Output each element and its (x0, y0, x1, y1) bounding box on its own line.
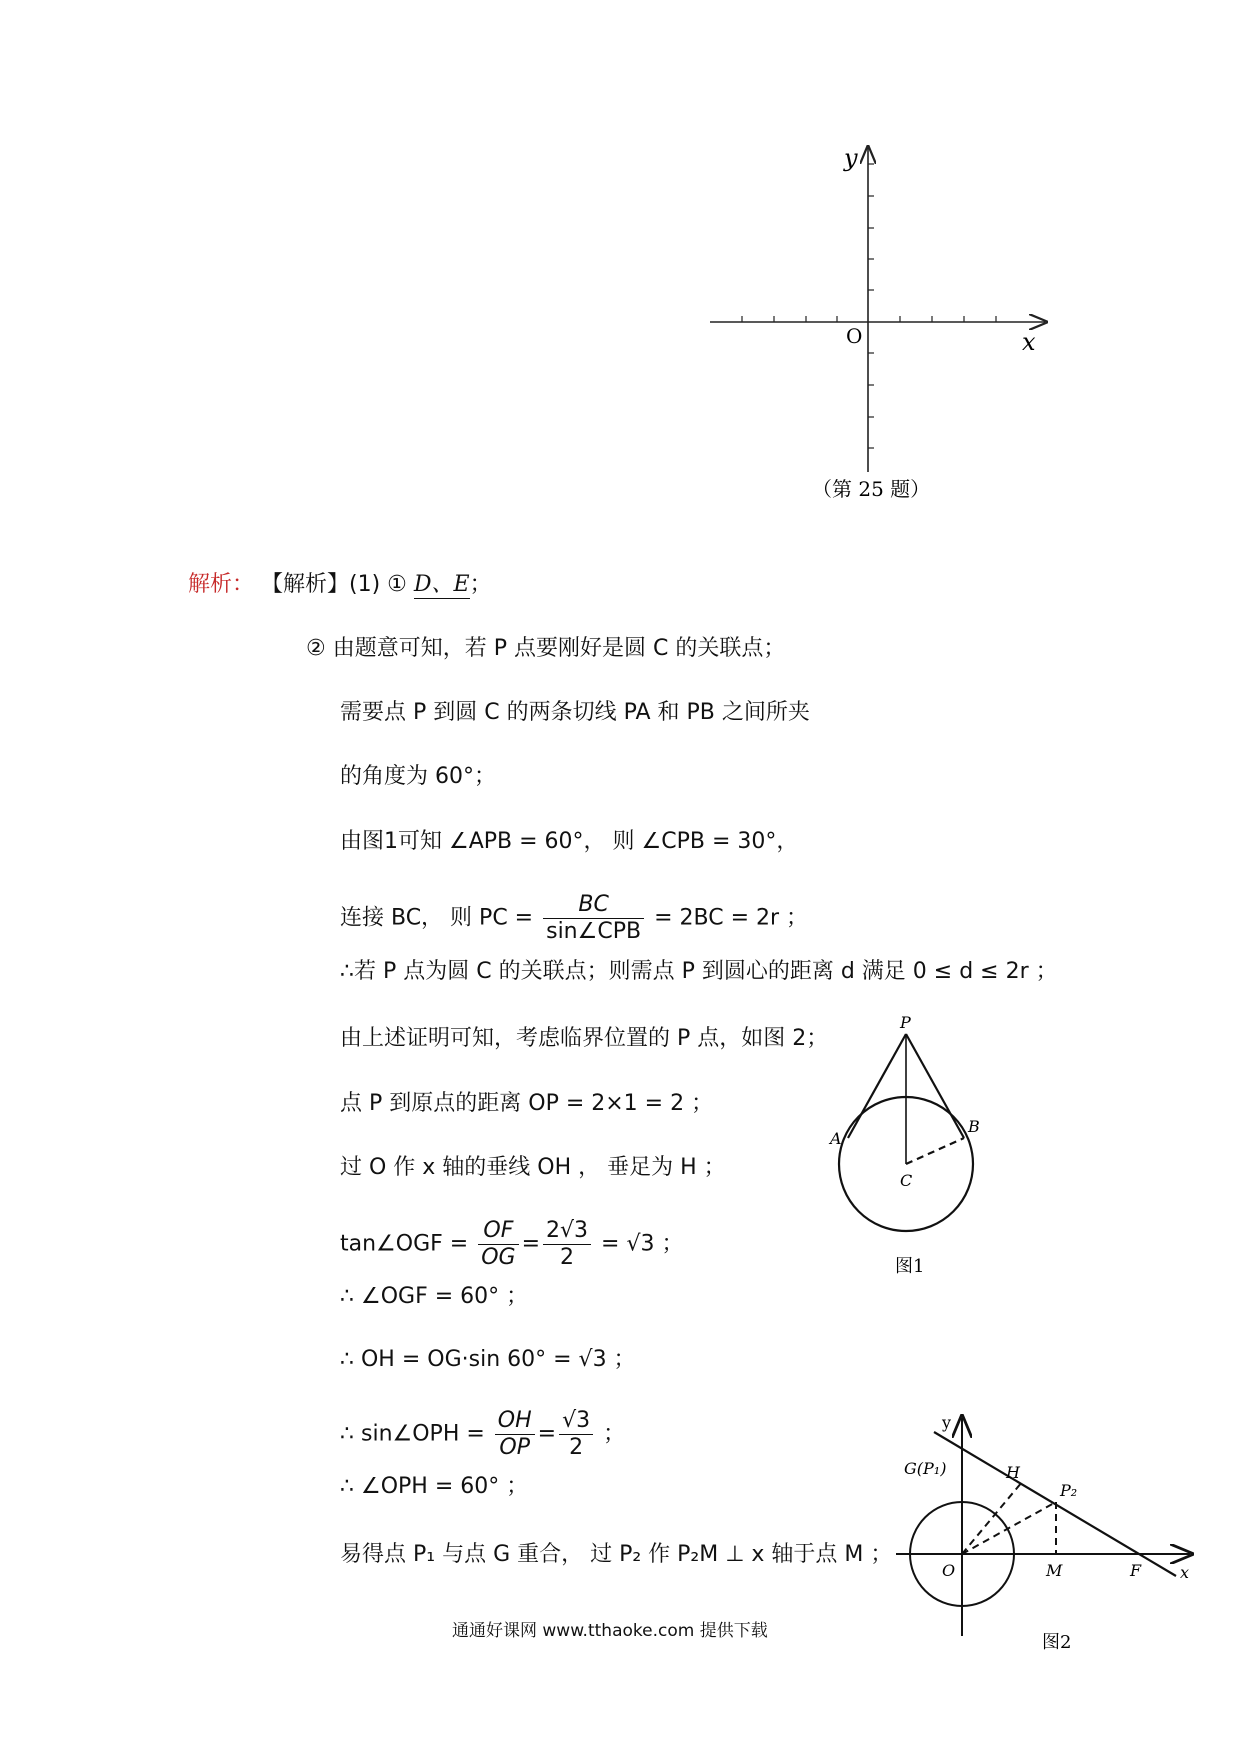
fraction-tan-2 (543, 1218, 591, 1271)
label-b: B (968, 1117, 980, 1136)
y-axis-label: y (844, 144, 858, 172)
solution-line-6: ∴若 P 点为圆 C 的关联点；则需点 P 到圆心的距离 d 满足 0 ≤ d ≤ 2r ； (340, 959, 1058, 984)
tangent-pb (906, 1034, 964, 1138)
solution-line-13: ∴ sin∠OPH = $\frac{OH}{OP}$ = $\frac{√3}{2}$ ； (340, 1408, 626, 1460)
label-a: A (830, 1129, 842, 1148)
fig2-label-g: G(P₁) (904, 1459, 947, 1478)
solution-tag: 解析： (188, 572, 255, 597)
figure-2 (890, 1410, 1210, 1655)
fig2-label-h: H (1006, 1463, 1020, 1482)
solution-line-4: 由图1可知 ∠APB = 60°， 则 ∠CPB = 30°， (340, 829, 799, 854)
answer-end: ； (469, 572, 492, 597)
sin-tail: ； (603, 1421, 626, 1447)
tan-tail: = √3 ； (601, 1231, 684, 1257)
segment-cb (906, 1138, 964, 1164)
fraction-sin-1-num: OH (495, 1408, 535, 1435)
solution-line-1: ② 由题意可知，若 P 点要刚好是圆 C 的关联点； (306, 636, 786, 661)
fraction-tan-1 (478, 1218, 518, 1271)
coordinate-axes-figure (700, 140, 1060, 510)
fraction-sin-2 (559, 1408, 593, 1461)
fraction-pc-den: sin∠CPB (546, 919, 642, 944)
fraction-tan-1-num: OF (478, 1218, 518, 1245)
figure-caption: （第 25 题） (812, 477, 931, 501)
x-axis-label: x (1022, 328, 1036, 356)
fig2-label-p2: P₂ (1060, 1481, 1078, 1500)
solution-header (188, 570, 492, 600)
fraction-sin-2-num: √3 (559, 1408, 593, 1435)
label-p: P (900, 1013, 911, 1032)
fraction-tan-2-num: 2√3 (543, 1218, 591, 1245)
solution-line-14: ∴ ∠OPH = 60° ； (340, 1474, 529, 1499)
fraction-pc (543, 892, 644, 945)
figure-1 (820, 1010, 1000, 1280)
page-footer: 通通好课网 www.tthaoke.com 提供下载 (452, 1621, 768, 1641)
solution-line-9: 过 O 作 x 轴的垂线 OH ， 垂足为 H ； (340, 1155, 726, 1180)
fraction-pc-num: BC (543, 892, 644, 919)
fig2-label-o: O (942, 1561, 956, 1580)
fig2-label-m: M (1046, 1561, 1063, 1580)
label-c: C (900, 1171, 913, 1190)
fig2-label-y: y (942, 1413, 952, 1432)
fraction-tan-1-den: OG (481, 1245, 516, 1270)
solution-line-3: 的角度为 60°； (340, 764, 496, 789)
solution-line-7: 由上述证明可知，考虑临界位置的 P 点，如图 2； (340, 1026, 829, 1051)
figure-1-caption: 图1 (895, 1256, 925, 1277)
answer-value: D、E (413, 572, 470, 597)
solution-line-5 (340, 892, 808, 945)
tan-lead: tan∠OGF = (340, 1231, 469, 1257)
fig2-label-x: x (1180, 1563, 1190, 1582)
pc-lead: 连接 BC， 则 PC = (340, 905, 534, 931)
solution-line-10: tan∠OGF = $\frac{OF}{OG}$ = $\frac{2√3}{2}$ = √3 ； (340, 1218, 684, 1270)
fraction-sin-2-den: 2 (569, 1435, 584, 1460)
fraction-tan-2-den: 2 (560, 1245, 575, 1270)
sin-lead: ∴ sin∠OPH = (340, 1421, 485, 1447)
origin-label: O (846, 324, 863, 348)
solution-line-2: 需要点 P 到圆 C 的两条切线 PA 和 PB 之间所夹 (340, 700, 810, 725)
figure-2-caption: 图2 (1042, 1632, 1072, 1653)
solution-line-12: ∴ OH = OG·sin 60° = √3 ； (340, 1347, 636, 1372)
fig2-label-f: F (1130, 1561, 1142, 1580)
solution-line-15: 易得点 P₁ 与点 G 重合， 过 P₂ 作 P₂M ⊥ x 轴于点 M ； (340, 1542, 893, 1567)
solution-heading: 【解析】(1) ① (261, 572, 407, 597)
fraction-sin-1-den: OP (499, 1435, 531, 1460)
solution-line-8: 点 P 到原点的距离 OP = 2×1 = 2 ； (340, 1091, 714, 1116)
solution-line-11: ∴ ∠OGF = 60° ； (340, 1284, 529, 1309)
pc-tail: = 2BC = 2r ； (654, 905, 809, 931)
fraction-sin-1 (495, 1408, 535, 1461)
fig2-segment-op2 (962, 1502, 1056, 1554)
tangent-pa (848, 1034, 906, 1138)
